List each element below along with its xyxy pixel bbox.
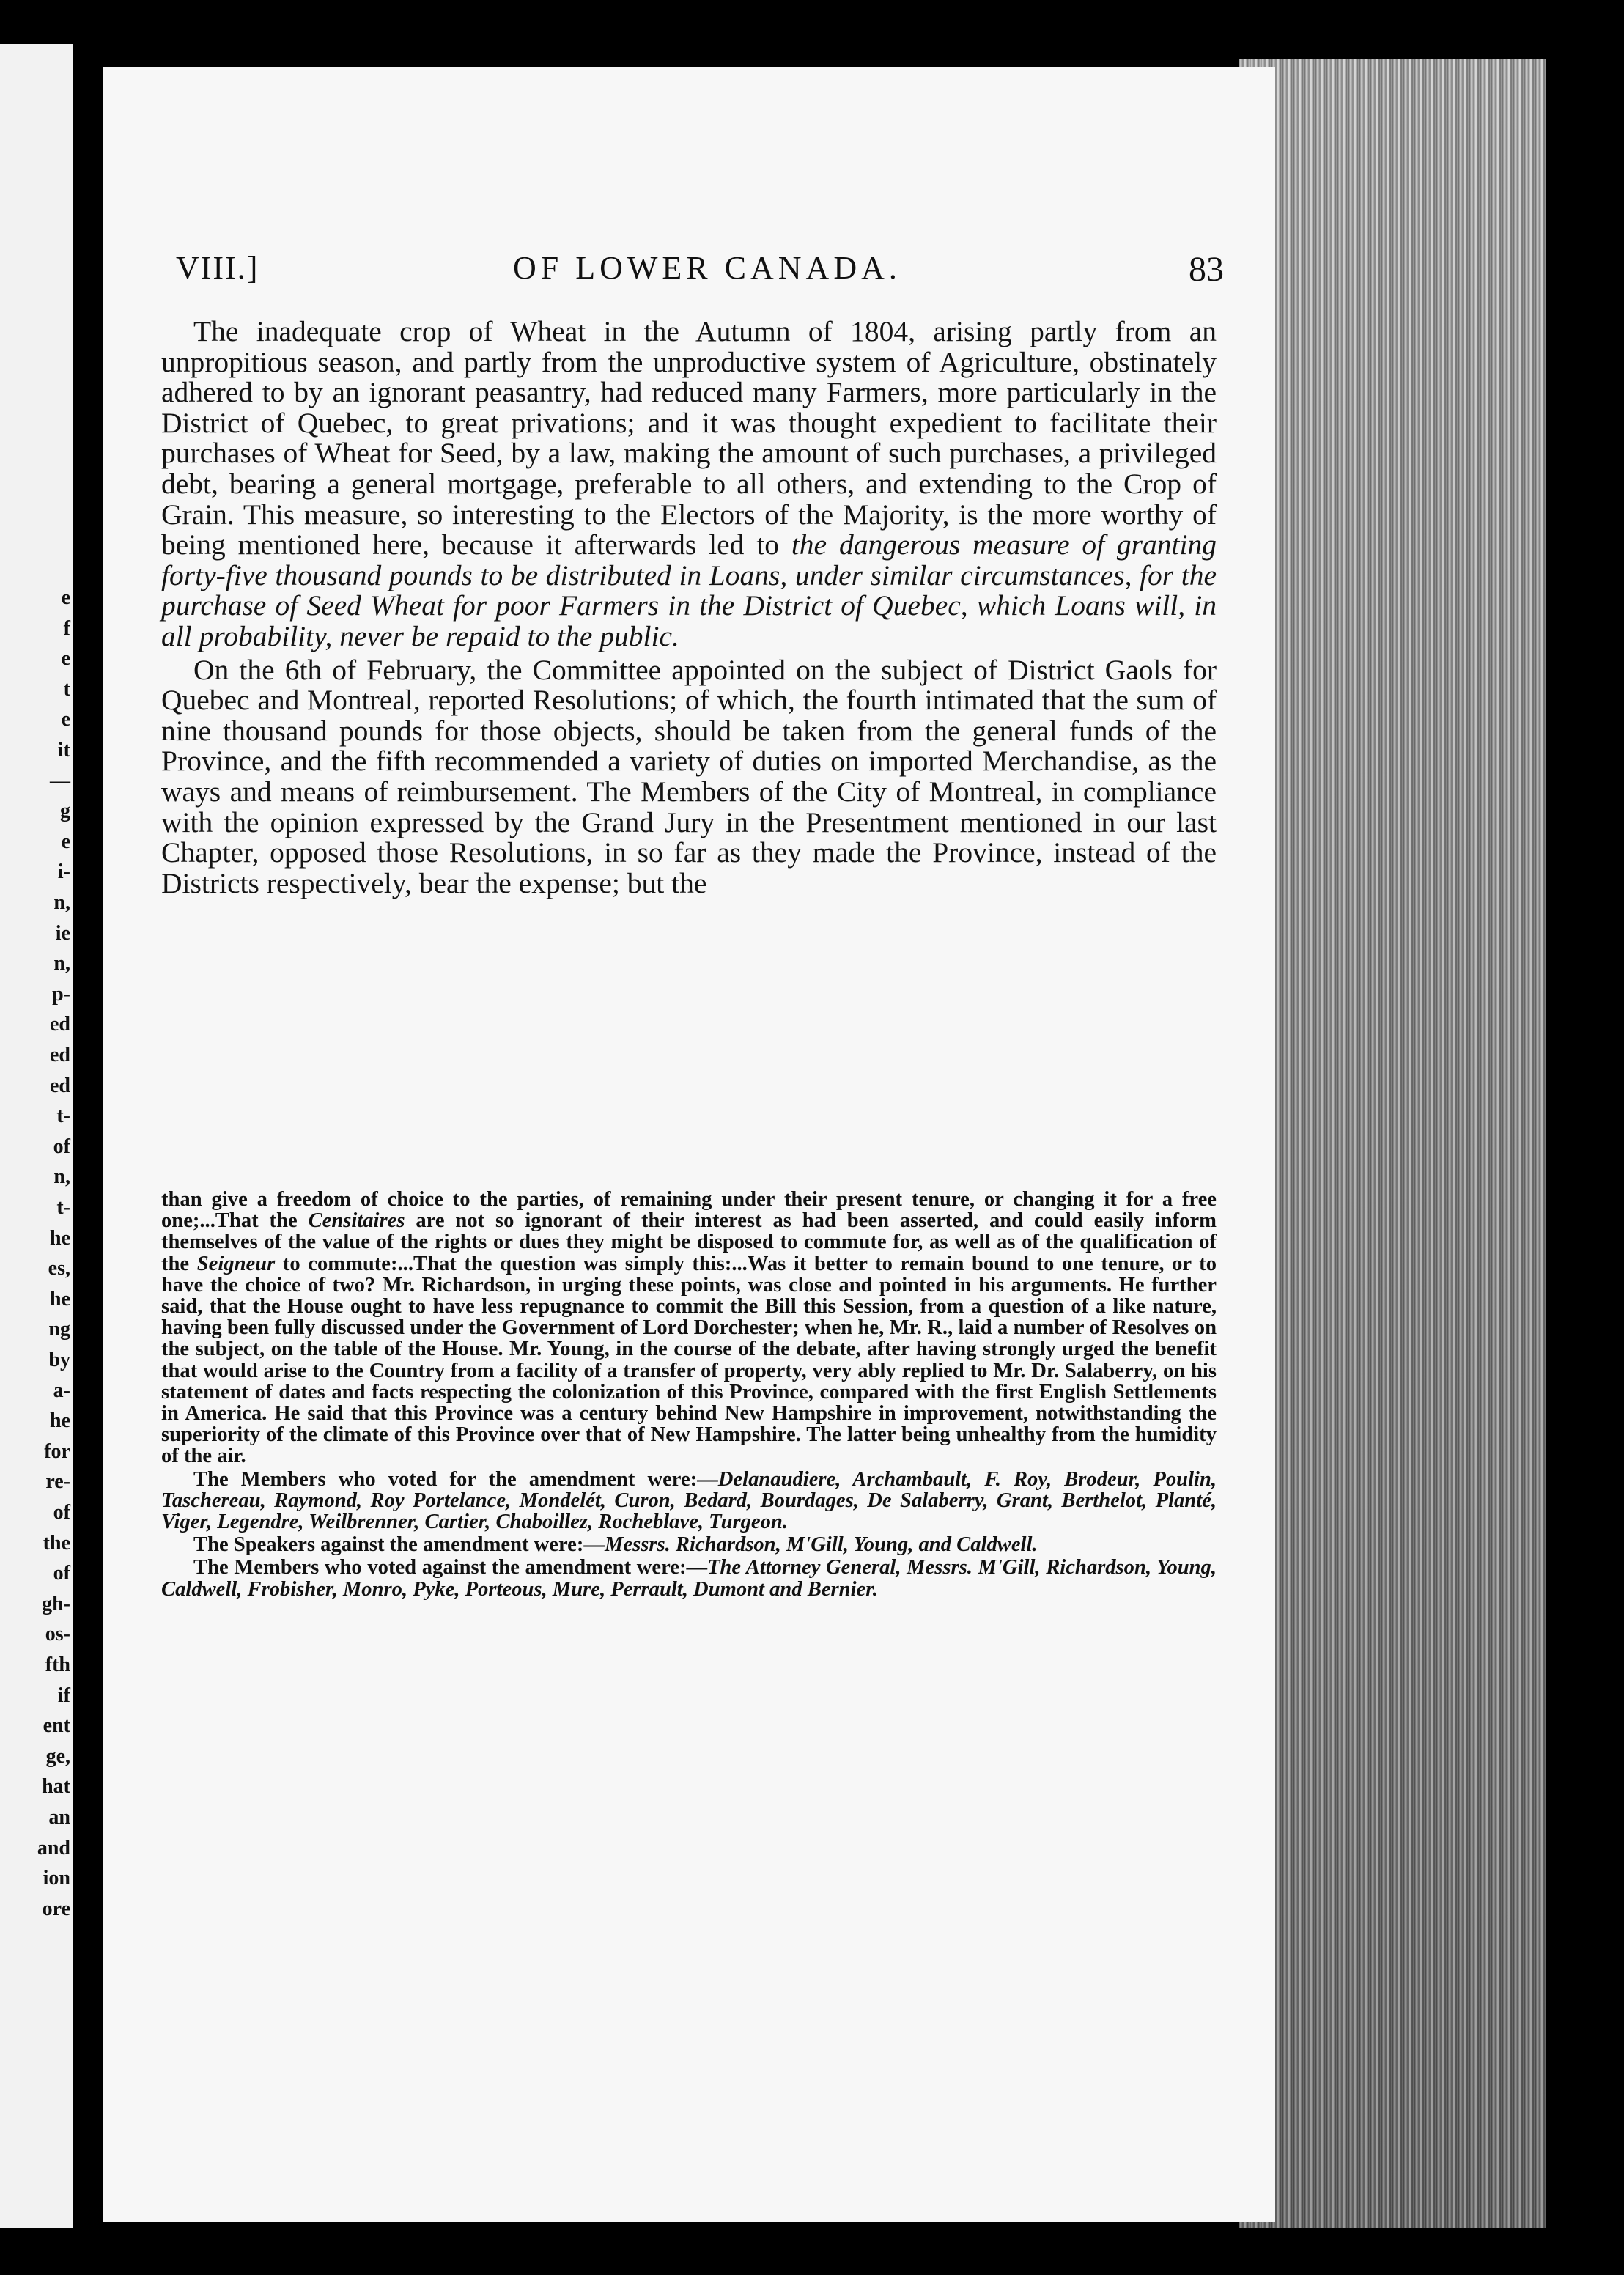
- book-page: [103, 67, 1275, 2222]
- left-fragment: it: [57, 739, 70, 762]
- left-fragment: of: [53, 1562, 70, 1585]
- running-header: [176, 249, 1224, 300]
- left-fragment: gh-: [42, 1592, 70, 1615]
- footnotes: [161, 1189, 1217, 1600]
- left-fragment: es,: [48, 1257, 70, 1280]
- left-fragment: if: [57, 1684, 70, 1707]
- left-fragment: t: [63, 677, 70, 701]
- footnote-seigneur: Seigneur: [196, 1252, 276, 1275]
- paragraph-gaols: On the 6th of February, the Committee appointed on the subject of District Gaols for Quebec and Montreal, reported Resolutions; of which, the fourth intimated that the sum of nine thousand pounds for those objects, should be taken from the general funds of the Province, and the fifth recommended a variety of duties on imported Merchandise, as the ways and means of reimbursement. The Members of the City of Montreal, in compliance with the opinion expressed by the Grand Jury in the Presentment mentioned in our last Chapter, opposed those Resolutions, in so far as they made the Province, instead of the Districts respectively, bear the expense; but the: [161, 653, 1217, 899]
- paragraph-wheat-italic: the dangerous measure of granting forty-five thousand pounds to be distributed in Loans, under similar circumstances, for the purchase of Seed Wheat for poor Farmers in the District of Quebec, which Loans will, in all probability, never be repaid to the public.: [161, 528, 1217, 652]
- footnote-voted-against: [161, 1557, 1217, 1599]
- left-fragment: an: [48, 1806, 70, 1829]
- running-title: OF LOWER CANADA.: [513, 250, 901, 286]
- left-fragment: of: [53, 1135, 70, 1158]
- left-fragment: of: [53, 1501, 70, 1524]
- chapter-marker: VIII.]: [176, 250, 259, 286]
- left-fragment: n,: [53, 1165, 70, 1189]
- voted-for-names: Delanaudiere, Archambault, F. Roy, Brodeur, Poulin, Taschereau, Raymond, Roy Portelance, Mondelét, Curon, Bedard, Bourdages, De Salaberry, Grant, Berthelot, Planté, Viger, Legendre, Weilbrenner, Cartier, Chaboillez, Rocheblave, Turgeon.: [161, 1467, 1217, 1534]
- footnote-speakers-against: [161, 1534, 1217, 1555]
- left-fragment: ion: [43, 1867, 70, 1890]
- left-fragment: os-: [45, 1623, 70, 1646]
- main-text: [161, 317, 1217, 899]
- left-fragment: e: [61, 586, 70, 609]
- footnote-text-c: to commute:...That the question was simply this:...Was it better to remain bound to one tenure, or to have the choice of two? Mr. Richardson, in urging these points, was close and pointed in his arguments. He further said, that the House ought to have less repugnance to commit the Bill this Session, from a question of a like nature, having been fully discussed under the Government of Lord Dorchester; when he, Mr. R., laid a number of Resolves on the subject, on the table of the House. Mr. Young, in the course of the debate, after having strongly urged the benefit that would arise to the Country from a facility of a transfer of property, very ably replied to Mr. Dr. Salaberry, on his statement of dates and facts respecting the colonization of this Province, compared with the first English Settlements in America. He said that this Province was a century behind New Hampshire in improvement, notwithstanding the superiority of the climate of this Province over that of New Hampshire. The latter being unhealthy from the humidity of the air.: [161, 1252, 1217, 1468]
- left-fragment: ie: [55, 921, 70, 945]
- left-fragment: he: [50, 1226, 70, 1250]
- footnote-continuation: [161, 1189, 1217, 1467]
- page-number: 83: [1189, 250, 1224, 289]
- left-fragment: ed: [50, 1044, 70, 1066]
- left-fragment: fth: [45, 1653, 70, 1676]
- left-fragment: f: [63, 616, 70, 640]
- footnote-voted-for: [161, 1469, 1217, 1533]
- left-fragment: ore: [42, 1897, 70, 1920]
- left-fragment: ge,: [45, 1744, 70, 1768]
- left-fragment: n,: [53, 952, 70, 976]
- footnote-censitaires: Censitaires: [308, 1209, 405, 1233]
- left-fragment: the: [43, 1531, 70, 1555]
- left-fragment: hat: [42, 1775, 70, 1799]
- left-page-edge: [0, 44, 73, 2228]
- left-fragment: he: [50, 1287, 70, 1310]
- paragraph-wheat-text: The inadequate crop of Wheat in the Autumn of 1804, arising partly from an unpropitious season, and partly from the unproductive system of Agriculture, obstinately adhered to by an ignorant peasantry, had reduced many Farmers, more particularly in the District of Quebec, to great privations; and it was thought expedient to facilitate their purchases of Wheat for Seed, by a law, making the amount of such purchases, a privileged debt, bearing a general mortgage, preferable to all others, and extending to the Crop of Grain. This measure, so interesting to the Electors of the Majority, is the more worthy of being mentioned here, because it afterwards led to: [161, 315, 1217, 561]
- left-fragment: ent: [43, 1714, 70, 1738]
- left-fragment: by: [48, 1349, 70, 1371]
- left-fragment: ed: [50, 1013, 70, 1036]
- left-fragment: i-: [57, 860, 70, 884]
- speakers-against-intro: The Speakers against the amendment were:—: [193, 1533, 605, 1557]
- left-fragment: e: [61, 647, 70, 671]
- left-fragment: and: [37, 1836, 70, 1859]
- left-fragment: —: [50, 769, 70, 792]
- left-fragment: e: [61, 830, 70, 853]
- left-fragment: ng: [48, 1318, 70, 1341]
- left-fragment: n,: [53, 891, 70, 914]
- left-fragment: for: [44, 1439, 70, 1463]
- footnote-text-a: than give a freedom of choice to the parties, of remaining under their present tenure, or changing it for a free one;...That the: [161, 1188, 1217, 1233]
- left-fragment: a-: [53, 1379, 70, 1402]
- speakers-against-names: Messrs. Richardson, M'Gill, Young, and Caldwell.: [605, 1533, 1038, 1557]
- footnote-text-b: are not so ignorant of their interest as had been asserted, and could easily inform themselves of the value of the rights or dues they might be disposed to commute for, as well as of the qualification of the: [161, 1209, 1217, 1275]
- book-page-edges: [1239, 59, 1546, 2228]
- paragraph-wheat: [161, 317, 1217, 652]
- left-fragment: re-: [45, 1470, 70, 1494]
- left-fragment: g: [60, 800, 70, 823]
- left-fragment: t-: [56, 1196, 70, 1219]
- voted-against-names: The Attorney General, Messrs. M'Gill, Richardson, Young, Caldwell, Frobisher, Monro, Pyke, Porteous, Mure, Perrault, Dumont and Bernier.: [161, 1556, 1217, 1601]
- voted-for-intro: The Members who voted for the amendment were:—: [193, 1467, 718, 1491]
- left-fragment: he: [50, 1409, 70, 1433]
- left-fragment: p-: [52, 982, 70, 1006]
- left-fragment: t-: [56, 1105, 70, 1128]
- left-fragment: ed: [50, 1074, 70, 1097]
- voted-against-intro: The Members who voted against the amendment were:—: [193, 1556, 708, 1579]
- left-fragment: e: [61, 708, 70, 731]
